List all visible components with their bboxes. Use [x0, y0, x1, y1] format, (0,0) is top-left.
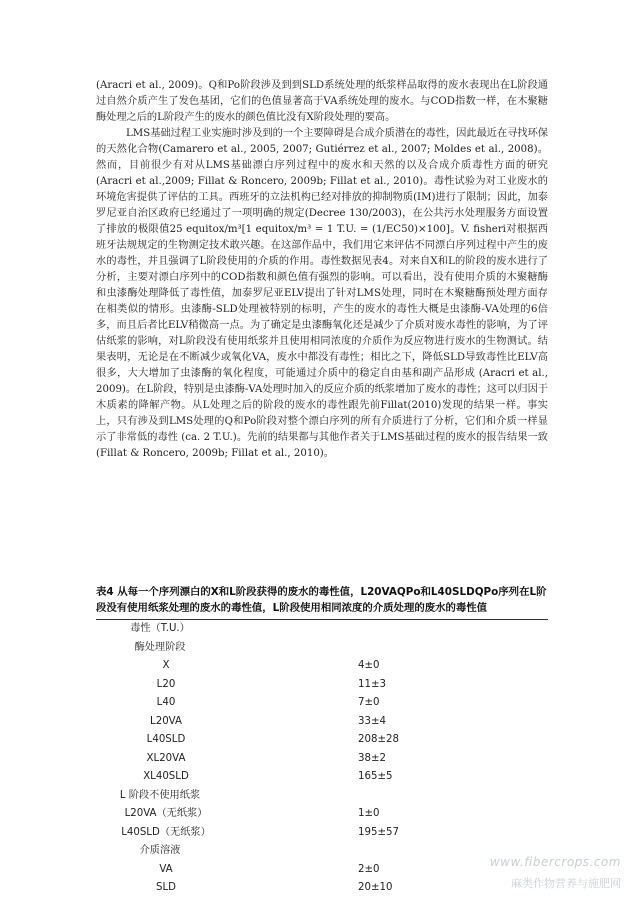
- body-text: [96, 78, 548, 462]
- table-row-label: L20: [156, 678, 176, 690]
- table-caption: 表4 从每一个序列漂白的X和L阶段获得的废水的毒性值，L20VAQPo和L40SLDQPo序列在L阶段没有使用纸浆处理的废水的毒性值，L阶段使用相同浓度的介质处理的废水的毒性值: [96, 586, 547, 614]
- table-row-value: 33±4: [358, 715, 386, 727]
- table-row-label: XL20VA: [146, 752, 186, 764]
- table-row-value: 1±0: [358, 808, 380, 819]
- table-row: [96, 676, 548, 695]
- table-section-label: 酶处理阶段: [134, 641, 186, 653]
- table-row: [96, 657, 548, 676]
- table-row: [96, 768, 548, 787]
- table-row: [96, 805, 548, 824]
- table-row-label: L20VA: [150, 715, 182, 727]
- table-row-value: 4±0: [358, 660, 380, 671]
- watermark-site-name: 麻类作物营养与施肥网: [511, 877, 621, 890]
- table-row: [96, 731, 548, 750]
- table-row-label: L40SLD: [146, 734, 186, 745]
- table-section-row: [96, 787, 548, 806]
- table-row-label: SLD: [156, 882, 176, 893]
- table-row: [96, 750, 548, 769]
- table-row-value: 11±3: [358, 678, 386, 690]
- table-row-label: L20VA（无纸浆）: [124, 808, 208, 819]
- table-row-label: VA: [159, 863, 173, 875]
- table-row-label: L40SLD（无纸浆）: [121, 826, 211, 838]
- table-section-label: 介质溶液: [139, 845, 181, 856]
- table-row-value: 208±28: [358, 734, 399, 745]
- table-section-label: L 阶段不使用纸浆: [119, 789, 201, 801]
- table-row-value: 2±0: [358, 863, 380, 875]
- table-body: [96, 639, 548, 898]
- table-row-label: XL40SLD: [143, 771, 189, 782]
- table-row: [96, 824, 548, 843]
- table-row-value: 195±57: [358, 826, 399, 838]
- table-row-value: 20±10: [358, 882, 393, 893]
- table-row-label: L40: [156, 697, 176, 708]
- table-unit-header: 毒性（T.U.）: [130, 623, 190, 634]
- table-row: [96, 694, 548, 713]
- table-section-row: [96, 639, 548, 658]
- table-section-row: [96, 842, 548, 861]
- paragraph-2: LMS基础过程工业实施时涉及到的一个主要障碍是合成介质潜在的毒性，因此最近在寻找环保的天然化合物(Camarero et al., 2005, 2007; Gutiérrez et al., 2007; Moldes et al., 2008)。然而，目前很少有对从LMS基础漂白序列过程中的废水和天然的以及合成介质毒性方面的研究(Aracri et al.,2009; Fillat & Roncero, 2009b; Fillat et al., 2010)。毒性试验为对工业废水的环境危害提供了评估的工具。西班牙的立法机构已经对排放的抑制物质(IM)进行了限制；因此，加泰罗尼亚自治区政府已经通过了一项明确的规定(Decree 130/2003)，在公共污水处理服务方面设置了排放的极限值25 equitox/m³[1 equitox/m³ = 1 T.U. = (1/EC50)×100]。V. fisheri对根据西班牙法规规定的生物测定技术敢兴趣。在这部作品中，我们用它来评估不同漂白序列过程中产生的废水的毒性，并且强调了L阶段使用的介质的作用。毒性数据见表4。对来自X和L的阶段的废水进行了分析，主要对漂白序列中的COD指数和颜色值有强烈的影响。可以看出，没有使用介质的木聚糖酶和虫漆酶处理降低了毒性值，加泰罗尼亚ELV提出了针对LMS处理，同时在木聚糖酶预处理方面存在相类似的情形。虫漆酶-SLD处理被特别的标明，产生的废水的毒性大概是虫漆酶-VA处理的6倍多，而且后者比ELV稍微高一点。为了确定是虫漆酶氧化还是减少了介质对废水毒性的影响，为了评估纸浆的影响，对L阶段没有使用纸浆并且使用相同浓度的介质作为反应物进行废水的生物测试。结果表明，无论是在不断减少或氧化VA，废水中都没有毒性；相比之下，降低SLD导致毒性比ELV高很多，大大增加了虫漆酶的氧化程度，可能通过介质中的稳定自由基和副产品形成 (Aracri et al., 2009)。在L阶段，特别是虫漆酶-VA处理时加入的反应介质的纸浆增加了废水的毒性；这可以归因于木质素的降解产物。从L处理之后的阶段的废水的毒性跟先前Fillat(2010)发现的结果一样。事实上，只有涉及到LMS处理的Q和Po阶段对整个漂白序列的所有介质进行了分析，它们和介质一样显示了非常低的毒性 (ca. 2 T.U.)。先前的结果都与其他作者关于LMS基础过程的废水的报告结果一致 (Fillat & Roncero, 2009b; Fillat et al., 2010)。: [96, 128, 548, 459]
- table-row-value: 38±2: [358, 752, 386, 764]
- toxicity-table: [96, 620, 548, 898]
- table-row-value: 7±0: [358, 697, 380, 708]
- paragraph-1: (Aracri et al., 2009)。Q和Po阶段涉及到到SLD系统处理的纸浆样品取得的废水表现出在L阶段通过自然介质产生了发色基团，它们的色值显著高于VA系统处理的废水。与COD指数一样，在木聚糖酶处理之后的L阶段产生的废水的颜色值比没有X阶段处理的要高。: [96, 80, 548, 123]
- table-row-label: X: [162, 660, 170, 671]
- watermark-url: www.fibercrops.com: [489, 855, 621, 869]
- table-row: [96, 713, 548, 732]
- table-header-row: [96, 620, 548, 639]
- table-row-value: 165±5: [358, 771, 393, 782]
